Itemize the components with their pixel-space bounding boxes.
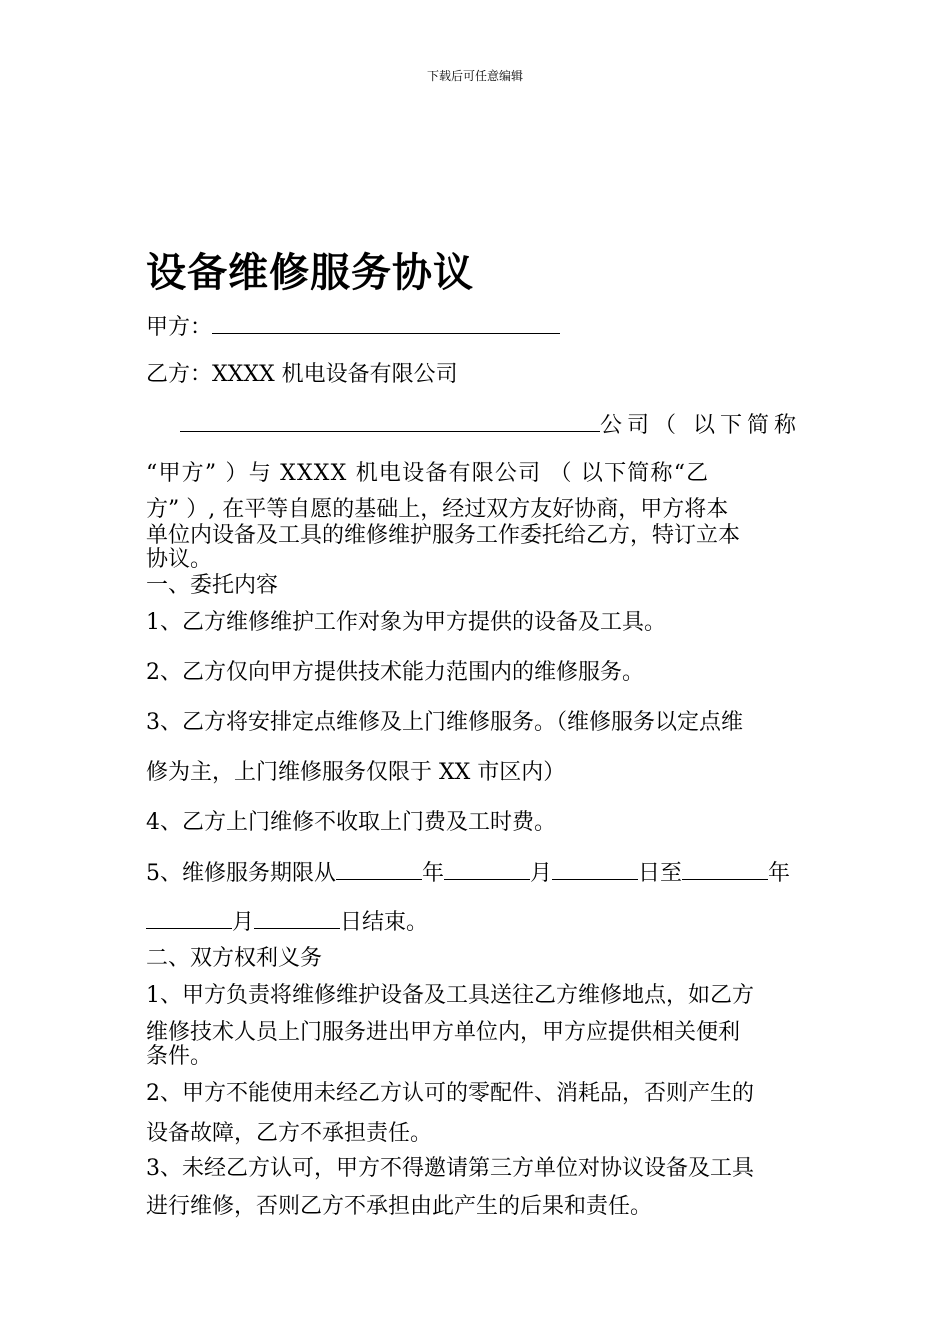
end-day-blank[interactable] [254,908,340,929]
section-2-item-2-line-2: 设备故障，乙方不承担责任。 [146,1121,433,1146]
company-name-blank[interactable] [180,411,600,432]
section-1-heading: 一、委托内容 [146,573,279,598]
day-to-label: 日至 [638,861,683,886]
term-prefix: 5、维修服务期限从 [146,861,336,886]
section-1-item-3-line-2: 修为主，上门维修服务仅限于 XX 市区内） [146,760,566,785]
section-1-item-4: 4、乙方上门维修不收取上门费及工时费。 [146,810,556,835]
party-a-line [146,313,806,341]
intro-line-4: 单位内设备及工具的维修维护服务工作委托给乙方，特订立本 [146,523,741,548]
month2-label: 月 [232,910,255,935]
section-2-item-3-line-2: 进行维修，否则乙方不承担由此产生的后果和责任。 [146,1194,653,1219]
section-2-item-3-line-1: 3、未经乙方认可，甲方不得邀请第三方单位对协议设备及工具 [146,1156,754,1181]
section-1-item-3-line-1: 3、乙方将安排定点维修及上门维修服务。（维修服务以定点维 [146,710,743,735]
end-month-blank[interactable] [146,908,232,929]
section-1-item-5-line-1 [146,859,806,887]
intro-line-3: 方” ）, 在平等自愿的基础上，经过双方友好协商，甲方将本 [146,497,729,522]
month-label: 月 [530,861,553,886]
section-2-heading: 二、双方权利义务 [146,946,323,971]
party-b-line: 乙方：XXXX 机电设备有限公司 [146,362,458,387]
section-1-item-5-line-2 [146,908,806,936]
document-title: 设备维修服务协议 [146,250,474,296]
term-end-label: 日结束。 [340,910,429,935]
start-day-blank[interactable] [552,859,638,880]
intro-line-2: “甲方” ）与 XXXX 机电设备有限公司 （ 以下简称“乙 [146,461,710,486]
party-a-blank[interactable] [212,313,560,334]
section-2-item-2-line-1: 2、甲方不能使用未经乙方认可的零配件、消耗品，否则产生的 [146,1081,754,1106]
start-year-blank[interactable] [336,859,422,880]
section-1-item-2: 2、乙方仅向甲方提供技术能力范围内的维修服务。 [146,660,644,685]
party-a-label: 甲方： [146,315,213,340]
section-1-item-1: 1、乙方维修维护工作对象为甲方提供的设备及工具。 [146,610,666,635]
section-2-item-1-line-1: 1、甲方负责将维修维护设备及工具送往乙方维修地点，如乙方 [146,983,754,1008]
year-label: 年 [422,861,445,886]
year2-label: 年 [768,861,791,886]
intro-line-1-text: 公司（ 以下简称 [600,413,801,438]
end-year-blank[interactable] [682,859,768,880]
section-2-item-1-line-3: 条件。 [146,1044,213,1069]
start-month-blank[interactable] [444,859,530,880]
intro-line-5: 协议。 [146,547,213,572]
section-2-item-1-line-2: 维修技术人员上门服务进出甲方单位内，甲方应提供相关便利 [146,1020,741,1045]
intro-line-1 [146,411,806,439]
header-note: 下载后可任意编辑 [426,69,523,83]
